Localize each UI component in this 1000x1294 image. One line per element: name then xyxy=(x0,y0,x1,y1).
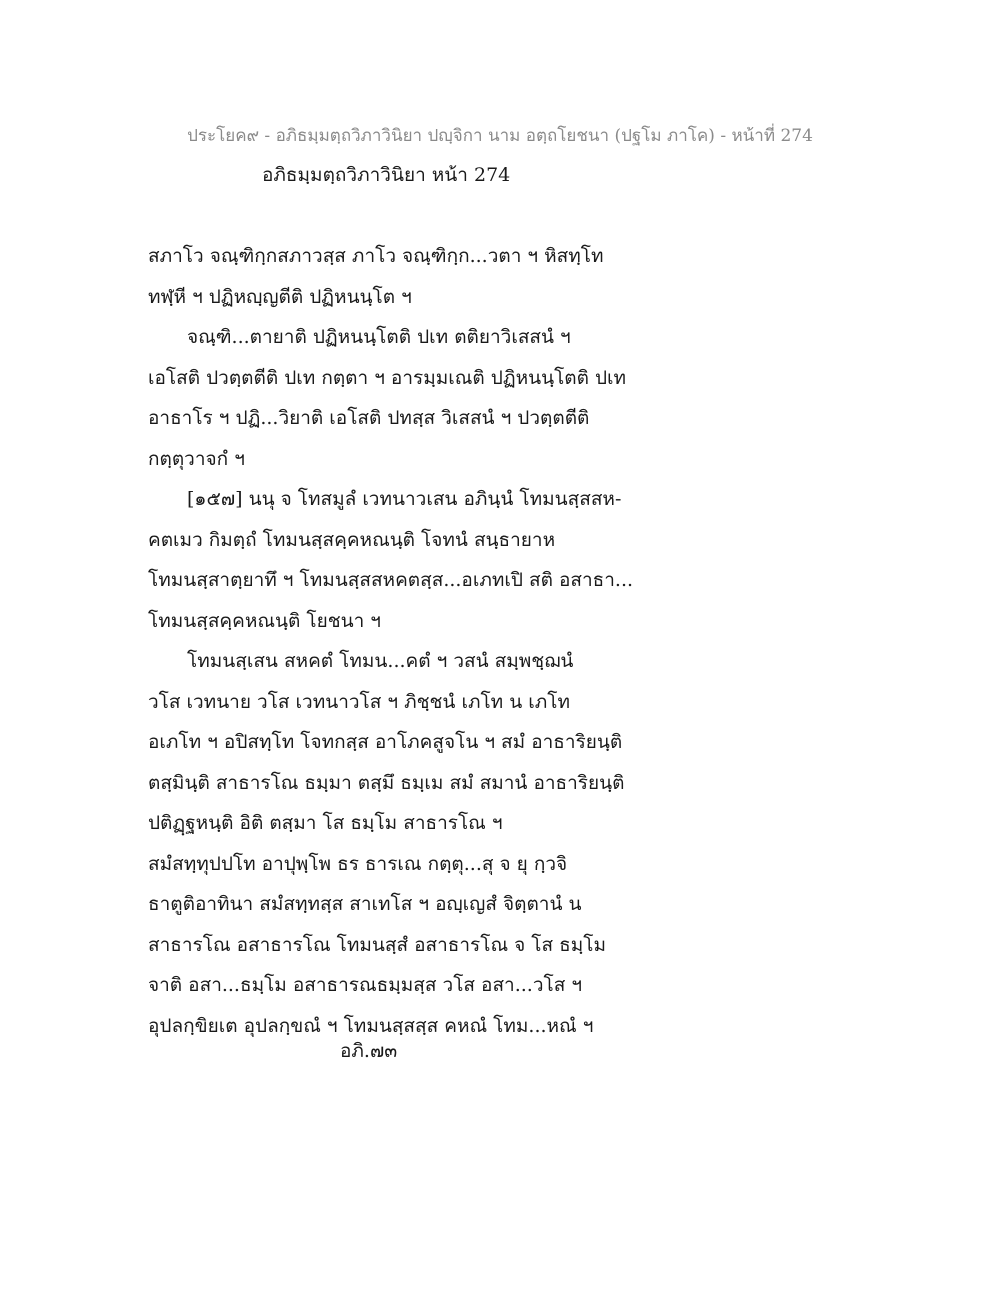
text-line: ปติฏฺฐหนฺติ อิติ ตสฺมา โส ธมฺโม สาธารโณ ฯ xyxy=(148,812,503,834)
body-text xyxy=(148,236,708,1046)
footer-reference: อภิ.๗๓ xyxy=(340,1040,398,1062)
running-header: ประโยค๙ - อภิธมฺมตฺถวิภาวินิยา ปญฺจิกา นาม อตฺถโยชนา (ปฐโม ภาโค) - หน้าที่ 274 xyxy=(187,126,813,146)
text-line: สภาโว จณฺฑิกฺกสภาวสฺส ภาโว จณฺฑิกฺก...วตา ฯ หิสทฺโท xyxy=(148,245,604,267)
text-line: อเภโท ฯ อปิสทฺโท โจทกสฺส อาโภคสูจโน ฯ สมํ อาธาริยนฺติ xyxy=(148,731,623,753)
text-line: คตเมว กิมตฺถํ โทมนสฺสคฺคหณนฺติ โจทนํ สนฺธายาห xyxy=(148,528,556,551)
text-line: จณฺฑิ...ตายาติ ปฏิหนนฺโตติ ปเท ตติยาวิเสสนํ ฯ xyxy=(187,326,571,348)
text-line: ธาตูติอาทินา สมํสทฺทสฺส สาเทโส ฯ อญฺเญสํ จิตฺตานํ น xyxy=(148,893,582,915)
text-line: สมํสทฺทุปปโท อาปุพฺโพ ธร ธารเณ กตฺตุ...สุ จ ยุ กฺวจิ xyxy=(148,852,568,875)
text-line: กตฺตุวาจกํ ฯ xyxy=(148,447,245,470)
text-line: อุปลกฺขิยเต อุปลกฺขณํ ฯ โทมนสฺสสฺส คหณํ โทม...หณํ ฯ xyxy=(148,1014,594,1037)
text-line: โทมนสฺเสน สหคตํ โทมน...คตํ ฯ วสนํ สมฺพชฺฌนํ xyxy=(187,650,574,672)
text-line: โทมนสฺสาตฺยาทึ ฯ โทมนสฺสสหคตสฺส...อเภทเปิ สติ อสาธา... xyxy=(148,569,634,591)
text-line: เอโสติ ปวตฺตตีติ ปเท กตฺตา ฯ อารมฺมเณติ ปฏิหนนฺโตติ ปเท xyxy=(148,366,627,389)
text-line: จาติ อสา...ธมฺโม อสาธารณธมฺมสฺส วโส อสา...วโส ฯ xyxy=(148,974,583,996)
text-line: ตสฺมินฺติ สาธารโณ ธมฺมา ตสฺมึ ธมฺเม สมํ สมานํ อาธาริยนฺติ xyxy=(148,771,625,794)
page-title: อภิธมฺมตฺถวิภาวินิยา หน้า 274 xyxy=(262,164,511,186)
text-line: วโส เวทนาย วโส เวทนาวโส ฯ ภิชฺชนํ เภโท น เภโท xyxy=(148,690,571,713)
text-line: อาธาโร ฯ ปฏิ...วิยาติ เอโสติ ปทสฺส วิเสสนํ ฯ ปวตฺตตีติ xyxy=(148,407,590,429)
text-line: สาธารโณ อสาธารโณ โทมนสฺสํ อสาธารโณ จ โส ธมฺโม xyxy=(148,933,606,956)
text-line: ทฬฺหี ฯ ปฏิหญฺญตีติ ปฏิหนนฺโต ฯ xyxy=(148,285,412,308)
text-line: [๑๕๗] นนุ จ โทสมูลํ เวทนาวเสน อภินฺนํ โทมนสฺสสห- xyxy=(187,488,622,510)
text-line: โทมนสฺสคฺคหณนฺติ โยชนา ฯ xyxy=(148,609,381,632)
